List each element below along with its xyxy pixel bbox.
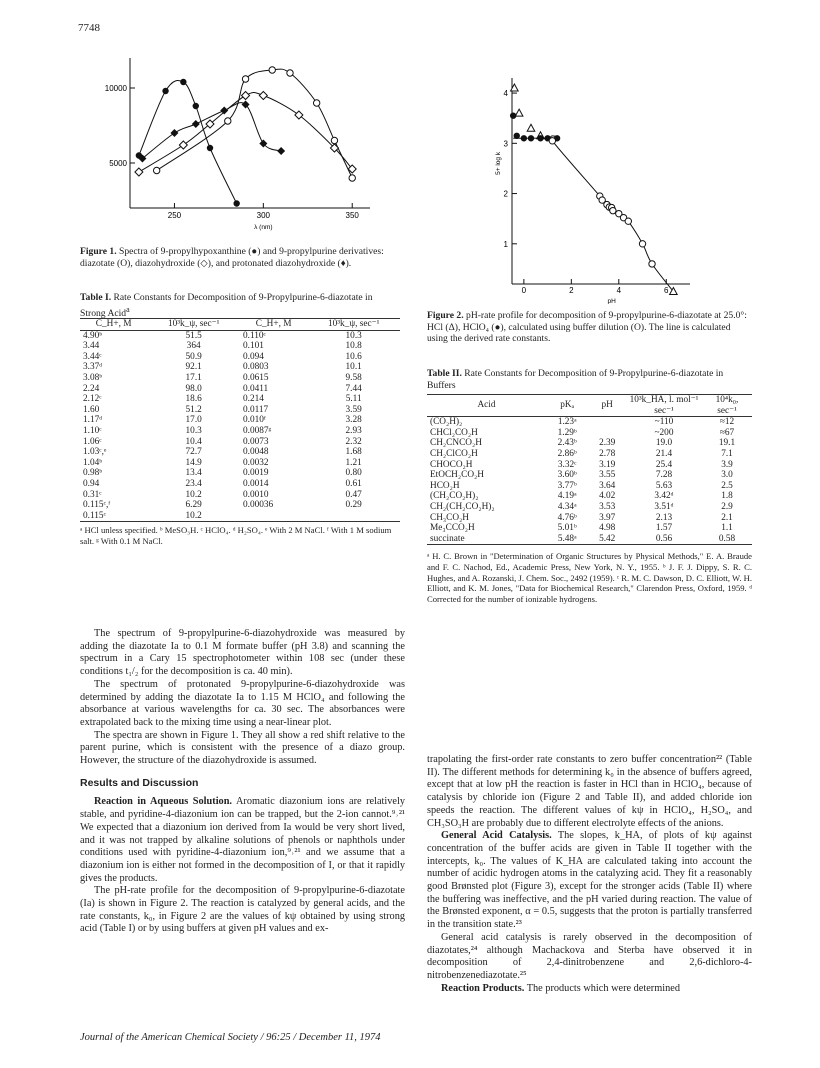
data-point: [295, 111, 303, 119]
table-cell: 1.23ᵃ: [557, 417, 577, 428]
table-cell: 0.0019: [242, 468, 269, 479]
table-cell: 1.04ᵇ: [83, 457, 103, 468]
table-cell: 5.42: [599, 533, 616, 544]
table-cell: 7.44: [345, 383, 362, 394]
data-point: [610, 207, 616, 213]
table-cell: 0.31ᶜ: [83, 489, 102, 500]
table-cell: 10.4: [185, 436, 202, 447]
table-cell: 98.0: [185, 383, 202, 394]
table-row: [427, 417, 752, 428]
table-cell: 1.1: [721, 523, 733, 534]
data-point: [349, 175, 355, 181]
table-cell: 0.80: [345, 468, 362, 479]
table-cell: 72.7: [185, 447, 202, 458]
table-row: [80, 373, 400, 384]
table-cell: ~110: [654, 417, 674, 428]
table-cell: 17.1: [185, 372, 202, 383]
table-cell: 0.0048: [242, 447, 269, 458]
table-cell: 0.115ᶜ: [83, 510, 106, 521]
data-point: [153, 167, 159, 173]
table-2: [427, 394, 752, 604]
table-1-title-sup: a: [126, 304, 130, 314]
table-cell: 0.0615: [242, 372, 269, 383]
table-cell: 0.29: [345, 500, 362, 511]
table-cell: 3.64: [599, 480, 616, 491]
table-cell: 2.1: [721, 512, 733, 523]
table-1-header: C_H+, M: [255, 319, 292, 329]
table-cell: 2.39: [599, 438, 616, 449]
paragraph: [427, 983, 752, 996]
data-point: [537, 135, 543, 141]
table-cell: 2.93: [345, 425, 362, 436]
table-cell: 0.94: [83, 478, 100, 489]
table-cell: 1.57: [655, 523, 673, 534]
table-cell: CH₂CNCO₂H: [430, 438, 482, 449]
table-row: [80, 490, 400, 501]
table-cell: 1.29ᵇ: [557, 427, 577, 438]
table-cell: 10.6: [345, 351, 362, 362]
table-cell: 21.4: [655, 448, 673, 459]
data-point: [220, 107, 228, 115]
table-cell: 5.11: [345, 394, 362, 405]
table-cell: 3.59: [345, 404, 362, 415]
table-cell: 3.53: [599, 501, 616, 512]
table-cell: 2.13: [655, 512, 673, 523]
x-tick-label: 2: [569, 286, 574, 295]
table-row: [80, 437, 400, 448]
table-cell: 3.32ᶜ: [557, 459, 577, 470]
right-column-text: [427, 754, 752, 995]
data-point: [135, 168, 143, 176]
table-row: [427, 470, 752, 481]
table-1-label: Table I.: [80, 292, 112, 303]
paragraph: The pH-rate profile for the decomposition of 9-propylpurine-6-diazotate (Ia) is shown in Figure 2. The reaction is catalyzed by general acids, and the rate constants, k₀, in Figure 2 are the values of kψ obtained by using strong acid (Table I) or by using buffers at given pH values and ex-: [80, 885, 405, 935]
data-point: [192, 120, 200, 128]
table-cell: 5.01ᵇ: [557, 523, 577, 534]
table-cell: 4.02: [599, 491, 616, 502]
data-point: [269, 67, 275, 73]
table-2-header: pKₐ: [560, 400, 575, 411]
table-2-header: Acid: [477, 400, 496, 411]
section-heading: Results and Discussion: [80, 776, 199, 789]
figure-1-caption: [80, 246, 405, 269]
table-cell: 0.094: [242, 351, 264, 362]
table-cell: 51.2: [185, 404, 202, 415]
data-point: [649, 261, 655, 267]
paragraph: trapolating the first-order rate constants to zero buffer concentration²² (Table II). The different methods for determining k₀ in the absence of buffers agreed, except that at low pH the reaction is faster in HCl than in HClO₄, because of catalysis by chloride ion (Figure 2 and Table II), and added chloride ion speeds the reaction. The different values of kψ in HClO₄, H₂SO₄, and CH₃SO₃H are probably due to different electrolyte effects of the anions.: [427, 754, 752, 829]
table-row: [427, 449, 752, 460]
data-point: [259, 92, 267, 100]
data-point: [242, 101, 250, 109]
table-row: [80, 426, 400, 437]
paragraph: [427, 830, 752, 932]
table-cell: Me₃CCO₂H: [430, 523, 475, 534]
fitted-line: [513, 136, 673, 292]
journal-footer: Journal of the American Chemical Society / 96:25 / December 11, 1974: [80, 1032, 381, 1043]
y-tick-label: 10000: [104, 84, 127, 93]
paragraph: General acid catalysis is rarely observed in the decomposition of diazotates,²⁴ although Machackova and Sterba have observed it in decomposition of 2,4-dinitrobenzene and 2,6-dichloro-4-nitrobenzenediazotate.²⁵: [427, 931, 752, 981]
table-cell: 2.78: [599, 448, 616, 459]
table-cell: 2.43ᵇ: [557, 438, 577, 449]
figure-1-label: Figure 1.: [80, 246, 117, 257]
paragraph: [80, 796, 405, 885]
table-cell: 0.110ᶜ: [242, 330, 266, 341]
table-cell: 7.1: [721, 448, 733, 459]
table-cell: 4.98: [599, 523, 616, 534]
table-row: [80, 447, 400, 458]
data-point: [528, 135, 534, 141]
table-cell: 0.0032: [242, 457, 269, 468]
table-cell: 1.06ᶜ: [83, 436, 102, 447]
table-cell: 3.44ᶜ: [83, 351, 102, 362]
table-cell: succinate: [430, 533, 465, 544]
table-cell: 19.0: [655, 438, 673, 449]
table-cell: 3.44: [83, 341, 100, 352]
table-row: [427, 513, 752, 524]
table-cell: 1.10ᶜ: [83, 425, 102, 436]
table-cell: 0.0411: [242, 383, 269, 394]
table-cell: CH₂(CH₂CO₂H)₂: [430, 501, 495, 512]
table-cell: 10.3: [345, 330, 362, 341]
data-point: [277, 147, 285, 155]
table-cell: 0.0073: [242, 436, 269, 447]
table-cell: 3.51ᵈ: [654, 501, 674, 512]
table-cell: 5.48ᵃ: [557, 533, 577, 544]
table-cell: 4.76ᵇ: [557, 512, 577, 523]
figure-2-chart: [490, 72, 705, 304]
x-tick-label: 6: [664, 286, 669, 295]
table-row: [80, 415, 400, 426]
table-cell: 0.101: [242, 341, 264, 352]
table-cell: (CO₂H)₂: [430, 417, 463, 428]
table-row: [427, 481, 752, 492]
table-cell: 3.77ᵇ: [557, 480, 577, 491]
table-row: [80, 330, 400, 341]
run-in-heading: Reaction in Aqueous Solution.: [94, 796, 232, 808]
table-cell: [307, 511, 400, 522]
table-cell: ~200: [654, 427, 674, 438]
table-row: [80, 405, 400, 416]
table-1-header: C_H+, M: [95, 319, 132, 329]
x-tick-label: 250: [167, 211, 182, 220]
table-cell: 1.68: [345, 447, 362, 458]
table-cell: CH₃CO₂H: [430, 512, 470, 523]
table-cell: 10.2: [185, 510, 202, 521]
y-tick-label: 1: [503, 239, 508, 249]
table-cell: 23.4: [185, 478, 202, 489]
table-cell: 3.9: [721, 459, 733, 470]
paragraph-text: The products which were determined: [526, 982, 680, 994]
figure-2-caption: [427, 310, 752, 345]
table-cell: 9.58: [345, 372, 362, 383]
table-cell: 0.010ᶠ: [242, 415, 266, 426]
table-cell: [588, 428, 626, 439]
figure-1-chart: [80, 50, 380, 240]
table-row: [80, 384, 400, 395]
table-cell: ≈67: [719, 427, 735, 438]
table-cell: 1.21: [345, 457, 362, 468]
data-point: [331, 137, 337, 143]
table-1-title: [80, 292, 400, 319]
x-tick-label: 300: [256, 211, 271, 220]
data-point: [521, 135, 527, 141]
y-tick-label: 5000: [109, 159, 127, 168]
table-row: [427, 491, 752, 502]
table-row: [427, 523, 752, 534]
data-point: [180, 79, 186, 85]
table-cell: 0.58: [718, 533, 736, 544]
table-cell: 10.1: [345, 362, 362, 373]
y-axis-label: 5+ log k: [495, 151, 502, 175]
table-row: [427, 460, 752, 471]
data-point: [527, 124, 535, 131]
table-cell: 3.08ᵇ: [83, 372, 103, 383]
run-in-heading: General Acid Catalysis.: [441, 830, 552, 842]
table-cell: 3.0: [721, 470, 733, 481]
table-cell: CH₂ClCO₂H: [430, 448, 478, 459]
table-cell: 10.2: [185, 489, 202, 500]
table-cell: 0.214: [242, 394, 264, 405]
x-tick-label: 0: [521, 286, 527, 295]
table-row: [80, 500, 400, 511]
table-cell: 3.37ᵈ: [83, 362, 103, 373]
table-cell: 13.4: [185, 468, 202, 479]
table-1: [80, 318, 405, 546]
table-cell: 1.8: [721, 491, 733, 502]
table-cell: 0.0117: [242, 404, 269, 415]
table-cell: 10.8: [345, 341, 362, 352]
data-point: [510, 112, 516, 118]
table-cell: 1.03ᶜ,ᵉ: [83, 447, 107, 458]
paragraph: The spectrum of 9-propylpurine-6-diazohydroxide was measured by adding the diazotate Ia to 0.1 M formate buffer (pH 3.8) and scanning the spectrum in a Cary 15 spectrophotometer within 108 sec (under these conditions t₁/₂ for the decomposition is ca. 40 min).: [80, 628, 405, 678]
table-cell: 2.12ᶜ: [83, 394, 102, 405]
data-point: [193, 103, 199, 109]
table-row: [427, 534, 752, 545]
figure-1-caption-text: Spectra of 9-propylhypoxanthine (●) and 9-propylpurine derivatives: diazotate (O), diazohydroxide (◇), and protonated diazohydroxide (♦).: [80, 246, 384, 269]
data-point: [179, 141, 187, 149]
table-cell: EtOCH₂CO₂H: [430, 470, 485, 481]
y-tick-label: 3: [503, 139, 508, 149]
table-cell: 364: [186, 341, 201, 352]
table-cell: 6.29: [185, 500, 202, 511]
table-cell: 2.5: [721, 480, 733, 491]
table-1-footnote: ᵃ HCl unless specified. ᵇ MeSO₃H. ᶜ HClO₄. ᵈ H₂SO₄. ᵉ With 2 M NaCl. ᶠ With 1 M sodium salt. ᵍ With 0.1 M NaCl.: [80, 525, 392, 546]
table-2-header: 10⁴k₀, sec⁻¹: [715, 395, 739, 416]
data-point: [233, 200, 239, 206]
table-cell: 14.9: [185, 457, 202, 468]
table-cell: ≈12: [719, 417, 735, 428]
table-1-title-text: Rate Constants for Decomposition of 9-Propylpurine-6-diazotate in Strong Acid: [80, 292, 373, 319]
table-cell: 3.60ᵇ: [557, 470, 577, 481]
table-cell: 3.28: [345, 415, 362, 426]
table-cell: 50.9: [185, 351, 202, 362]
table-cell: 3.42ᵈ: [654, 491, 674, 502]
table-cell: (CH₂CO₂H)₂: [430, 491, 479, 502]
table-2-title-text: Rate Constants for Decomposition of 9-Propylpurine-6-diazotate in Buffers: [427, 368, 724, 391]
table-row: [80, 458, 400, 469]
table-cell: 2.86ᵇ: [557, 448, 577, 459]
data-point: [625, 218, 631, 224]
table-cell: 92.1: [185, 362, 202, 373]
table-cell: 0.0087ᵍ: [242, 425, 272, 436]
table-2-header: 10³k_HA, l. mol⁻¹ sec⁻¹: [629, 395, 699, 416]
table-cell: [240, 511, 307, 522]
data-point: [639, 241, 645, 247]
data-point: [170, 129, 178, 137]
data-point: [242, 76, 248, 82]
table-cell: 0.0803: [242, 362, 269, 373]
data-point: [549, 138, 555, 144]
table-cell: 2.9: [721, 501, 733, 512]
table-cell: [588, 417, 626, 428]
table-cell: 1.60: [83, 404, 100, 415]
table-row: [80, 479, 400, 490]
table-1-header: 10³k_ψ, sec⁻¹: [167, 319, 220, 329]
table-cell: 25.4: [655, 459, 673, 470]
table-row: [427, 502, 752, 513]
table-row: [80, 352, 400, 363]
paragraph: The spectrum of protonated 9-propylpurine-6-diazohydroxide was determined by adding the diazotate Ia to 1.15 M HClO₄ and following the absorbance at various wavelengths for ca. 30 sec. The absorbances were extrapolated back to the mixing time using a near-linear plot.: [80, 678, 405, 728]
data-point: [225, 118, 231, 124]
table-cell: 3.97: [599, 512, 616, 523]
data-point: [515, 109, 523, 116]
table-row: [80, 362, 400, 373]
table-cell: 2.24: [83, 383, 100, 394]
table-cell: 2.32: [345, 436, 362, 447]
table-cell: 1.17ᵈ: [83, 415, 103, 426]
table-cell: 17.0: [185, 415, 202, 426]
table-cell: 0.61: [345, 478, 362, 489]
y-tick-label: 4: [503, 89, 508, 99]
x-axis-label: λ (nm): [254, 224, 273, 231]
table-row: [80, 341, 400, 352]
data-point: [162, 88, 168, 94]
table-cell: HCO₂H: [430, 480, 460, 491]
table-cell: 3.19: [599, 459, 616, 470]
table-2-header: pH: [601, 400, 613, 411]
table-cell: 10.3: [185, 425, 202, 436]
table-cell: 7.28: [655, 470, 673, 481]
page-number: 7748: [78, 22, 100, 34]
table-cell: 4.34ᵃ: [557, 501, 577, 512]
table-cell: 0.0014: [242, 478, 269, 489]
table-cell: 0.00036: [242, 500, 274, 511]
table-row: [427, 428, 752, 439]
table-2-title: [427, 368, 752, 391]
figure-2-caption-text: pH-rate profile for decomposition of 9-propylpurine-6-diazotate at 25.0°: HCl (Δ), HClO₄ (●), calculated using buffer dilution (O). The line is calculated using the derived rate constants.: [427, 310, 747, 345]
table-cell: 18.6: [185, 394, 202, 405]
data-point: [313, 100, 319, 106]
paragraph-text: The slopes, k_HA, of plots of kψ against concentration of the buffer acids are given in Table II together with the intercepts, k₀. The values of K_HA are calculated taking into account the number of acidic hydrogen atoms in the catalyzing acid. They fit a reasonably good Brønsted plot (Figure 3), except for the stronger acids (Table II) where the buffering was ineffective, and the pH varied during reaction. The value of the Brønsted exponent, α = 0.5, suggests that the proton is partially transferred in the transition state.²³: [427, 830, 752, 931]
table-2-footnote: ᵃ H. C. Brown in "Determination of Organic Structures by Physical Methods," E. A. Braude and F. C. Nachod, Ed., Academic Press, New York, N. Y., 1955. ᵇ J. F. J. Dippy, S. R. C. Hughes, and A. Rozanski, J. Chem. Soc., 2492 (1959). ᶜ R. M. C. Dawson, D. C. Elliott, W. H. Elliott, and K. M. Jones, "Data for Biochemical Research," Clarendon Press, Oxford, 1959. ᵈ Corrected for the number of ionizable hydrogens.: [427, 551, 752, 604]
table-1-header: 10³k_ψ, sec⁻¹: [327, 319, 380, 329]
x-tick-label: 350: [345, 211, 359, 220]
table-row: [80, 511, 400, 522]
x-axis-label: pH: [607, 298, 616, 304]
table-row: [80, 468, 400, 479]
data-point: [207, 145, 213, 151]
table-cell: CHCl₂CO₂H: [430, 427, 478, 438]
table-cell: 0.0010: [242, 489, 269, 500]
paragraph: The spectra are shown in Figure 1. They all show a red shift relative to the parent purine, which is consistent with the presence of a diazo group. However, the structure of the diazohydroxide is assumed.: [80, 729, 405, 767]
table-cell: 0.56: [655, 533, 673, 544]
data-point: [242, 92, 250, 100]
x-tick-label: 4: [616, 286, 622, 295]
table-cell: 19.1: [718, 438, 736, 449]
data-point: [514, 133, 520, 139]
y-tick-label: 2: [503, 189, 508, 199]
table-cell: 0.115ᶜ,ᶠ: [83, 500, 111, 511]
table-row: [427, 438, 752, 449]
table-cell: 4.19ᵃ: [557, 491, 577, 502]
table-cell: 4.90ᵇ: [83, 330, 103, 341]
run-in-heading: Reaction Products.: [441, 982, 525, 994]
table-cell: 0.98ᵇ: [83, 468, 103, 479]
paragraph-text: Aromatic diazonium ions are relatively stable, and pyridine-4-diazonium ion can be trapped, but the 2-ion cannot.⁹˒²¹ We expected that a diazonium ion derived from Ia would be very short lived, and it was not trapped by alkaline solutions of phenols or naphthols under conditions used with pyridine-4-diazonium ion,⁹˒²¹ and we assume that a diazonium ion is either not formed in the decomposition of I, or that it rapidly gives the products.: [80, 796, 405, 884]
figure-2-label: Figure 2.: [427, 310, 464, 321]
table-cell: 3.55: [599, 470, 616, 481]
data-point: [287, 70, 293, 76]
left-column-text: [80, 628, 405, 936]
table-cell: 5.63: [655, 480, 673, 491]
table-2-label: Table II.: [427, 368, 462, 379]
table-cell: CHOCO₂H: [430, 459, 473, 470]
table-cell: 0.47: [345, 489, 362, 500]
table-row: [80, 394, 400, 405]
table-cell: 51.5: [185, 330, 202, 341]
